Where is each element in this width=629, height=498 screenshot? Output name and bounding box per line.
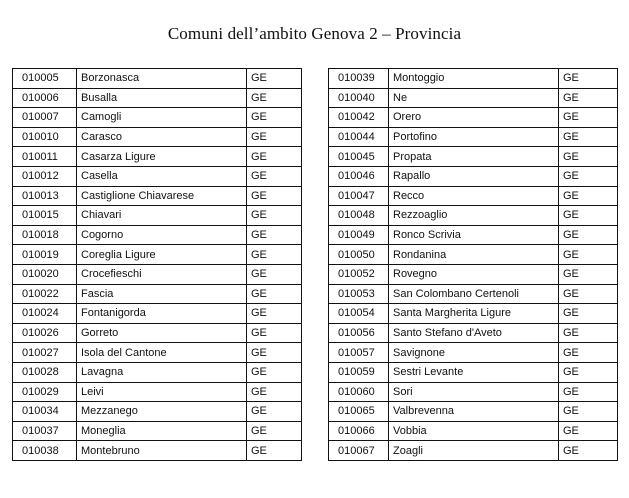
municipality-name: Leivi: [77, 382, 247, 402]
province-code: GE: [559, 127, 618, 147]
table-row: [13, 264, 302, 284]
table-row: [13, 225, 302, 245]
province-code: GE: [247, 225, 302, 245]
table-row: [329, 108, 618, 128]
municipality-code: 010015: [13, 206, 77, 226]
municipality-code: 010049: [329, 225, 389, 245]
province-code: GE: [247, 284, 302, 304]
municipality-name: San Colombano Certenoli: [389, 284, 559, 304]
municipality-name: Camogli: [77, 108, 247, 128]
municipality-name: Isola del Cantone: [77, 343, 247, 363]
table-row: [13, 186, 302, 206]
province-code: GE: [559, 88, 618, 108]
province-code: GE: [559, 441, 618, 461]
municipality-code: 010028: [13, 362, 77, 382]
province-code: GE: [559, 166, 618, 186]
table-row: [329, 225, 618, 245]
municipality-code: 010045: [329, 147, 389, 167]
municipality-code: 010050: [329, 245, 389, 265]
table-row: [13, 166, 302, 186]
table-row: [329, 362, 618, 382]
table-row: [329, 421, 618, 441]
municipality-name: Propata: [389, 147, 559, 167]
table-row: [13, 421, 302, 441]
table-row: [13, 284, 302, 304]
municipality-name: Casarza Ligure: [77, 147, 247, 167]
municipality-name: Zoagli: [389, 441, 559, 461]
province-code: GE: [247, 69, 302, 89]
province-code: GE: [559, 206, 618, 226]
municipality-name: Valbrevenna: [389, 402, 559, 422]
province-code: GE: [559, 402, 618, 422]
municipalities-table-right: [328, 68, 618, 461]
province-code: GE: [247, 441, 302, 461]
province-code: GE: [247, 421, 302, 441]
table-row: [13, 441, 302, 461]
municipality-code: 010054: [329, 304, 389, 324]
municipality-name: Crocefieschi: [77, 264, 247, 284]
table-row: [13, 206, 302, 226]
municipality-code: 010029: [13, 382, 77, 402]
municipality-name: Cogorno: [77, 225, 247, 245]
municipality-name: Borzonasca: [77, 69, 247, 89]
municipality-name: Rondanina: [389, 245, 559, 265]
table-row: [329, 441, 618, 461]
municipality-code: 010012: [13, 166, 77, 186]
municipality-code: 010024: [13, 304, 77, 324]
province-code: GE: [247, 402, 302, 422]
municipality-name: Rezzoaglio: [389, 206, 559, 226]
province-code: GE: [247, 323, 302, 343]
table-row: [13, 108, 302, 128]
municipality-code: 010047: [329, 186, 389, 206]
table-row: [329, 245, 618, 265]
municipality-name: Santa Margherita Ligure: [389, 304, 559, 324]
province-code: GE: [247, 147, 302, 167]
table-row: [329, 382, 618, 402]
table-row: [329, 186, 618, 206]
municipality-name: Sestri Levante: [389, 362, 559, 382]
province-code: GE: [559, 186, 618, 206]
municipality-code: 010011: [13, 147, 77, 167]
municipality-code: 010042: [329, 108, 389, 128]
municipality-code: 010056: [329, 323, 389, 343]
province-code: GE: [559, 108, 618, 128]
province-code: GE: [247, 245, 302, 265]
table-row: [13, 362, 302, 382]
table-row: [13, 382, 302, 402]
municipality-code: 010046: [329, 166, 389, 186]
province-code: GE: [559, 382, 618, 402]
municipality-code: 010006: [13, 88, 77, 108]
province-code: GE: [247, 108, 302, 128]
municipality-name: Rapallo: [389, 166, 559, 186]
table-row: [13, 245, 302, 265]
province-code: GE: [247, 264, 302, 284]
province-code: GE: [247, 382, 302, 402]
table-row: [13, 304, 302, 324]
municipality-code: 010038: [13, 441, 77, 461]
province-code: GE: [559, 343, 618, 363]
municipality-name: Lavagna: [77, 362, 247, 382]
municipality-code: 010037: [13, 421, 77, 441]
table-row: [329, 264, 618, 284]
table-row: [13, 88, 302, 108]
table-row: [329, 147, 618, 167]
municipality-name: Coreglia Ligure: [77, 245, 247, 265]
municipality-name: Recco: [389, 186, 559, 206]
municipality-name: Fascia: [77, 284, 247, 304]
municipality-code: 010010: [13, 127, 77, 147]
municipality-code: 010007: [13, 108, 77, 128]
table-row: [329, 127, 618, 147]
municipality-name: Savignone: [389, 343, 559, 363]
province-code: GE: [247, 206, 302, 226]
municipality-name: Fontanigorda: [77, 304, 247, 324]
province-code: GE: [559, 304, 618, 324]
table-row: [13, 343, 302, 363]
province-code: GE: [559, 284, 618, 304]
municipality-code: 010053: [329, 284, 389, 304]
municipality-name: Castiglione Chiavarese: [77, 186, 247, 206]
municipality-code: 010040: [329, 88, 389, 108]
municipality-code: 010066: [329, 421, 389, 441]
municipality-name: Moneglia: [77, 421, 247, 441]
table-row: [329, 69, 618, 89]
municipality-code: 010020: [13, 264, 77, 284]
province-code: GE: [247, 186, 302, 206]
municipality-code: 010048: [329, 206, 389, 226]
municipality-name: Montebruno: [77, 441, 247, 461]
province-code: GE: [559, 362, 618, 382]
municipality-name: Carasco: [77, 127, 247, 147]
province-code: GE: [559, 264, 618, 284]
municipality-name: Vobbia: [389, 421, 559, 441]
municipality-code: 010034: [13, 402, 77, 422]
province-code: GE: [247, 362, 302, 382]
municipality-name: Ne: [389, 88, 559, 108]
municipality-name: Gorreto: [77, 323, 247, 343]
municipality-code: 010057: [329, 343, 389, 363]
municipality-name: Busalla: [77, 88, 247, 108]
municipality-code: 010060: [329, 382, 389, 402]
municipality-code: 010027: [13, 343, 77, 363]
table-row: [329, 323, 618, 343]
municipality-code: 010019: [13, 245, 77, 265]
province-code: GE: [559, 225, 618, 245]
page-title: Comuni dell’ambito Genova 2 – Provincia: [167, 24, 462, 43]
province-code: GE: [559, 69, 618, 89]
table-row: [13, 127, 302, 147]
table-row: [329, 343, 618, 363]
table-row: [13, 147, 302, 167]
municipality-code: 010044: [329, 127, 389, 147]
table-row: [13, 69, 302, 89]
province-code: GE: [247, 343, 302, 363]
municipality-name: Santo Stefano d'Aveto: [389, 323, 559, 343]
table-row: [13, 323, 302, 343]
municipality-code: 010022: [13, 284, 77, 304]
municipality-code: 010005: [13, 69, 77, 89]
table-row: [329, 402, 618, 422]
province-code: GE: [559, 323, 618, 343]
municipalities-table-left: [12, 68, 302, 461]
table-row: [329, 166, 618, 186]
table-row: [329, 206, 618, 226]
municipality-name: Orero: [389, 108, 559, 128]
municipality-code: 010065: [329, 402, 389, 422]
province-code: GE: [559, 421, 618, 441]
municipality-code: 010067: [329, 441, 389, 461]
municipality-name: Rovegno: [389, 264, 559, 284]
province-code: GE: [247, 166, 302, 186]
municipality-code: 010026: [13, 323, 77, 343]
table-row: [329, 284, 618, 304]
municipality-name: Ronco Scrivia: [389, 225, 559, 245]
table-row: [329, 304, 618, 324]
table-row: [329, 88, 618, 108]
municipality-code: 010039: [329, 69, 389, 89]
municipality-name: Chiavari: [77, 206, 247, 226]
province-code: GE: [559, 147, 618, 167]
municipality-name: Sori: [389, 382, 559, 402]
municipality-name: Casella: [77, 166, 247, 186]
municipality-code: 010059: [329, 362, 389, 382]
table-row: [13, 402, 302, 422]
municipality-code: 010018: [13, 225, 77, 245]
province-code: GE: [247, 88, 302, 108]
municipality-name: Montoggio: [389, 69, 559, 89]
province-code: GE: [559, 245, 618, 265]
province-code: GE: [247, 127, 302, 147]
municipality-name: Portofino: [389, 127, 559, 147]
province-code: GE: [247, 304, 302, 324]
municipality-code: 010052: [329, 264, 389, 284]
municipality-name: Mezzanego: [77, 402, 247, 422]
municipality-code: 010013: [13, 186, 77, 206]
